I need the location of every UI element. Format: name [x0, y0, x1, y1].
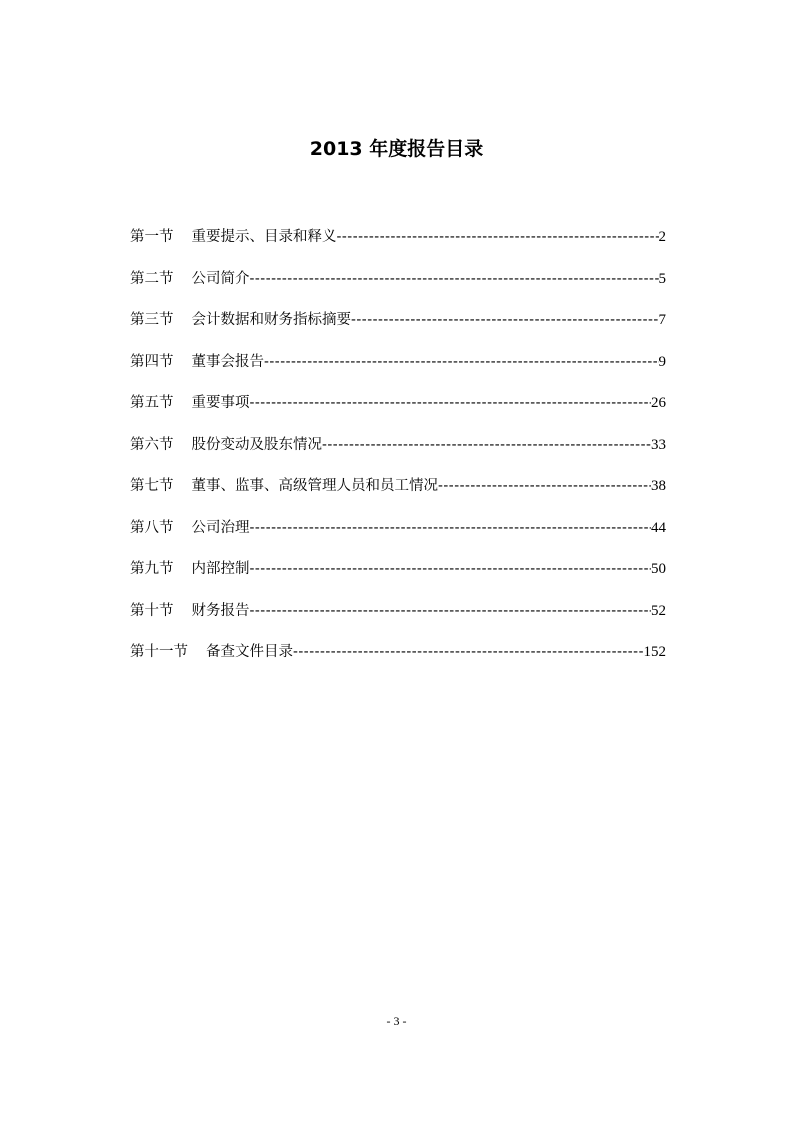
toc-page-number: 7 — [658, 312, 666, 328]
toc-entry-title: 董事会报告 — [191, 353, 264, 370]
toc-section-label: 第三节 — [130, 312, 174, 328]
toc-section-label: 第五节 — [130, 395, 174, 411]
toc-page-number: 26 — [651, 395, 666, 411]
toc-entry[interactable] — [130, 475, 666, 517]
toc-section-label: 第七节 — [130, 478, 174, 494]
toc-entry-title: 会计数据和财务指标摘要 — [191, 312, 351, 328]
toc-dot-leader — [250, 517, 652, 539]
toc-page-number: 152 — [643, 644, 666, 660]
toc-section-label: 第八节 — [130, 519, 174, 536]
toc-dot-leader — [250, 600, 652, 622]
toc-dot-leader — [337, 226, 659, 248]
toc-entry-title: 重要提示、目录和释义 — [191, 229, 337, 245]
toc-entry-title: 备查文件目录 — [206, 644, 293, 660]
toc-page-number: 52 — [651, 602, 666, 619]
toc-section-label: 第二节 — [130, 270, 174, 287]
toc-entry-title: 重要事项 — [191, 395, 250, 411]
toc-dot-leader — [250, 392, 652, 414]
page-number: - 3 - — [386, 1014, 407, 1028]
toc-entry[interactable] — [130, 309, 666, 351]
toc-page-number: 9 — [658, 353, 666, 370]
toc-entry[interactable] — [130, 392, 666, 434]
toc-entry-title: 公司简介 — [191, 270, 250, 287]
toc-entry-title: 股份变动及股东情况 — [191, 436, 322, 453]
toc-dot-leader — [250, 268, 659, 290]
toc-entry[interactable] — [130, 268, 666, 310]
toc-section-label: 第十节 — [130, 602, 174, 619]
table-of-contents — [130, 226, 666, 683]
toc-page-number: 5 — [658, 270, 666, 287]
toc-dot-leader — [322, 434, 651, 456]
toc-entry[interactable] — [130, 641, 666, 683]
toc-dot-leader — [438, 475, 651, 497]
toc-page-number: 2 — [658, 229, 666, 245]
page-title: 2013 年度报告目录 — [309, 138, 484, 160]
toc-page-number: 44 — [651, 519, 666, 536]
toc-section-label: 第一节 — [130, 229, 174, 245]
toc-section-label: 第九节 — [130, 561, 174, 577]
toc-page-number: 38 — [651, 478, 666, 494]
toc-entry-title: 董事、监事、高级管理人员和员工情况 — [191, 478, 438, 494]
toc-section-label: 第六节 — [130, 436, 174, 453]
toc-entry[interactable] — [130, 351, 666, 393]
toc-entry-title: 公司治理 — [191, 519, 250, 536]
toc-entry-title: 财务报告 — [191, 602, 250, 619]
toc-dot-leader — [351, 309, 659, 331]
toc-entry[interactable] — [130, 226, 666, 268]
toc-entry[interactable] — [130, 600, 666, 642]
toc-entry[interactable] — [130, 434, 666, 476]
toc-section-label: 第四节 — [130, 353, 174, 370]
toc-entry[interactable] — [130, 517, 666, 559]
toc-dot-leader — [293, 641, 644, 663]
toc-page-number: 33 — [651, 436, 666, 453]
toc-dot-leader — [264, 351, 659, 373]
toc-dot-leader — [250, 558, 652, 580]
toc-section-label: 第十一节 — [130, 644, 188, 660]
toc-entry-title: 内部控制 — [191, 561, 250, 577]
toc-entry[interactable] — [130, 558, 666, 600]
toc-page-number: 50 — [651, 561, 666, 577]
